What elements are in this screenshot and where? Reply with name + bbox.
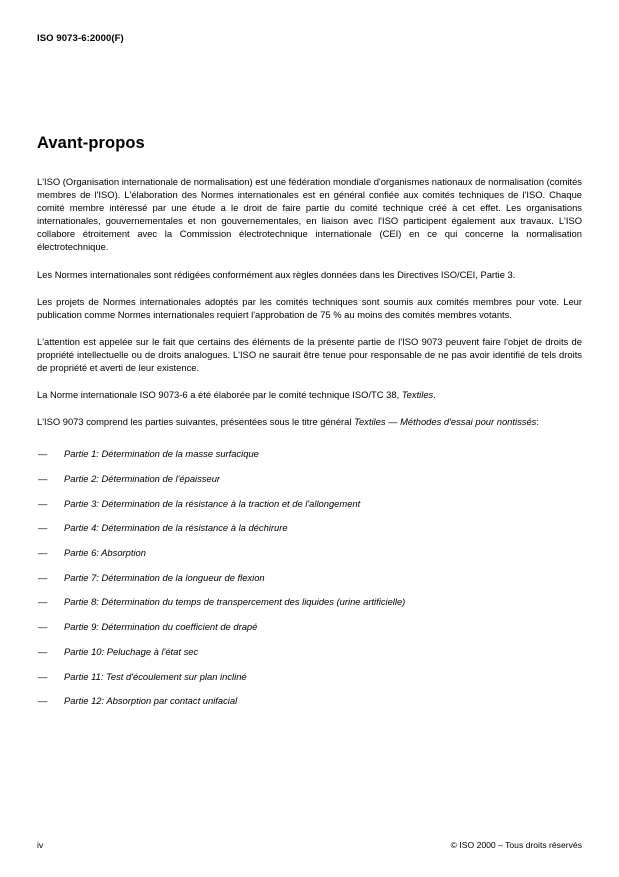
list-item-label: Partie 7: Détermination de la longueur de flexion — [64, 571, 265, 583]
paragraph-5-tail: . — [433, 389, 436, 401]
list-item — [37, 571, 582, 584]
list-item — [37, 447, 582, 460]
list-item-label: Partie 8: Détermination du temps de transpercement des liquides (urine artificielle) — [64, 596, 406, 608]
list-item-label: Partie 6: Absorption — [64, 547, 146, 559]
copyright-notice: © ISO 2000 – Tous droits réservés — [450, 840, 582, 850]
list-item-label: Partie 3: Détermination de la résistance à la traction et de l'allongement — [64, 497, 361, 509]
em-dash-bullet-icon: — — [38, 571, 47, 583]
em-dash-bullet-icon: — — [38, 497, 47, 509]
em-dash-bullet-icon: — — [38, 621, 47, 633]
list-item-label: Partie 1: Détermination de la masse surfacique — [64, 448, 259, 460]
list-item — [37, 670, 582, 683]
list-item — [37, 620, 582, 633]
paragraph-6-title-italic: Textiles — Méthodes d'essai pour nontissés — [354, 416, 537, 428]
list-item — [37, 472, 582, 485]
list-item — [37, 521, 582, 534]
foreword-paragraph-1: L'ISO (Organisation internationale de normalisation) est une fédération mondiale d'organismes nationaux de normalisation (comités membres de l'ISO). L'élaboration des Normes internationales est en général confiée aux comités techniques de l'ISO. Chaque comité membre intéressé par une étude a le droit de faire partie du comité technique créé à cet effet. Les organisations internationales, gouvernementales et non gouvernementales, en liaison avec l'ISO participent également aux travaux. L'ISO collabore étroitement avec la Commission électrotechnique internationale (CEI) en ce qui concerne la normalisation électrotechnique. — [37, 176, 582, 253]
parts-list — [37, 447, 582, 707]
foreword-paragraph-4: L'attention est appelée sur le fait que certains des éléments de la présente partie de l'ISO 9073 peuvent faire l'objet de droits de propriété intellectuelle ou de droits analogues. L'ISO ne saurait être tenue pour responsable de ne pas avoir identifié de tels droits de propriété et averti de leur existence. — [37, 335, 582, 374]
running-footer — [37, 838, 582, 852]
em-dash-bullet-icon: — — [38, 547, 47, 559]
foreword-paragraph-2: Les Normes internationales sont rédigées conformément aux règles données dans les Directives ISO/CEI, Partie 3. — [37, 268, 516, 280]
em-dash-bullet-icon: — — [38, 448, 47, 460]
page-body — [37, 133, 582, 719]
list-item-label: Partie 10: Peluchage à l'état sec — [64, 645, 199, 657]
foreword-paragraph-3: Les projets de Normes internationales adoptés par les comités techniques sont soumis aux comités membres pour vote. Leur publication comme Normes internationales requiert l'approbation de 75 % au moins des comités membres votants. — [37, 295, 582, 320]
list-item-label: Partie 12: Absorption par contact unifacial — [64, 695, 238, 707]
paragraph-5-lead: La Norme internationale ISO 9073-6 a été élaborée par le comité technique ISO/TC 38, — [37, 389, 402, 401]
paragraph-6-lead: L'ISO 9073 comprend les parties suivantes, présentées sous le titre général — [37, 416, 355, 428]
list-item — [37, 645, 582, 658]
list-item — [37, 694, 582, 707]
em-dash-bullet-icon: — — [38, 695, 47, 707]
document-number: ISO 9073-6:2000(F) — [37, 33, 124, 44]
paragraph-6-tail: : — [536, 416, 539, 428]
em-dash-bullet-icon: — — [38, 645, 47, 657]
list-item — [37, 497, 582, 510]
list-item-label: Partie 9: Détermination du coefficient de drapé — [64, 621, 258, 633]
section-heading: Avant-propos — [37, 134, 145, 152]
em-dash-bullet-icon: — — [38, 596, 47, 608]
list-item — [37, 546, 582, 559]
paragraph-5-title-italic: Textiles — [401, 389, 434, 401]
em-dash-bullet-icon: — — [38, 522, 47, 534]
running-header — [37, 33, 582, 45]
foreword-paragraph-5 — [37, 388, 582, 401]
list-item — [37, 595, 582, 608]
list-item-label: Partie 11: Test d'écoulement sur plan incliné — [64, 670, 247, 682]
em-dash-bullet-icon: — — [38, 670, 47, 682]
list-item-label: Partie 4: Détermination de la résistance à la déchirure — [64, 522, 288, 534]
em-dash-bullet-icon: — — [38, 473, 47, 484]
list-item-label: Partie 2: Détermination de l'épaisseur — [64, 473, 221, 484]
page-number: iv — [37, 840, 44, 850]
foreword-paragraph-6 — [37, 415, 582, 428]
